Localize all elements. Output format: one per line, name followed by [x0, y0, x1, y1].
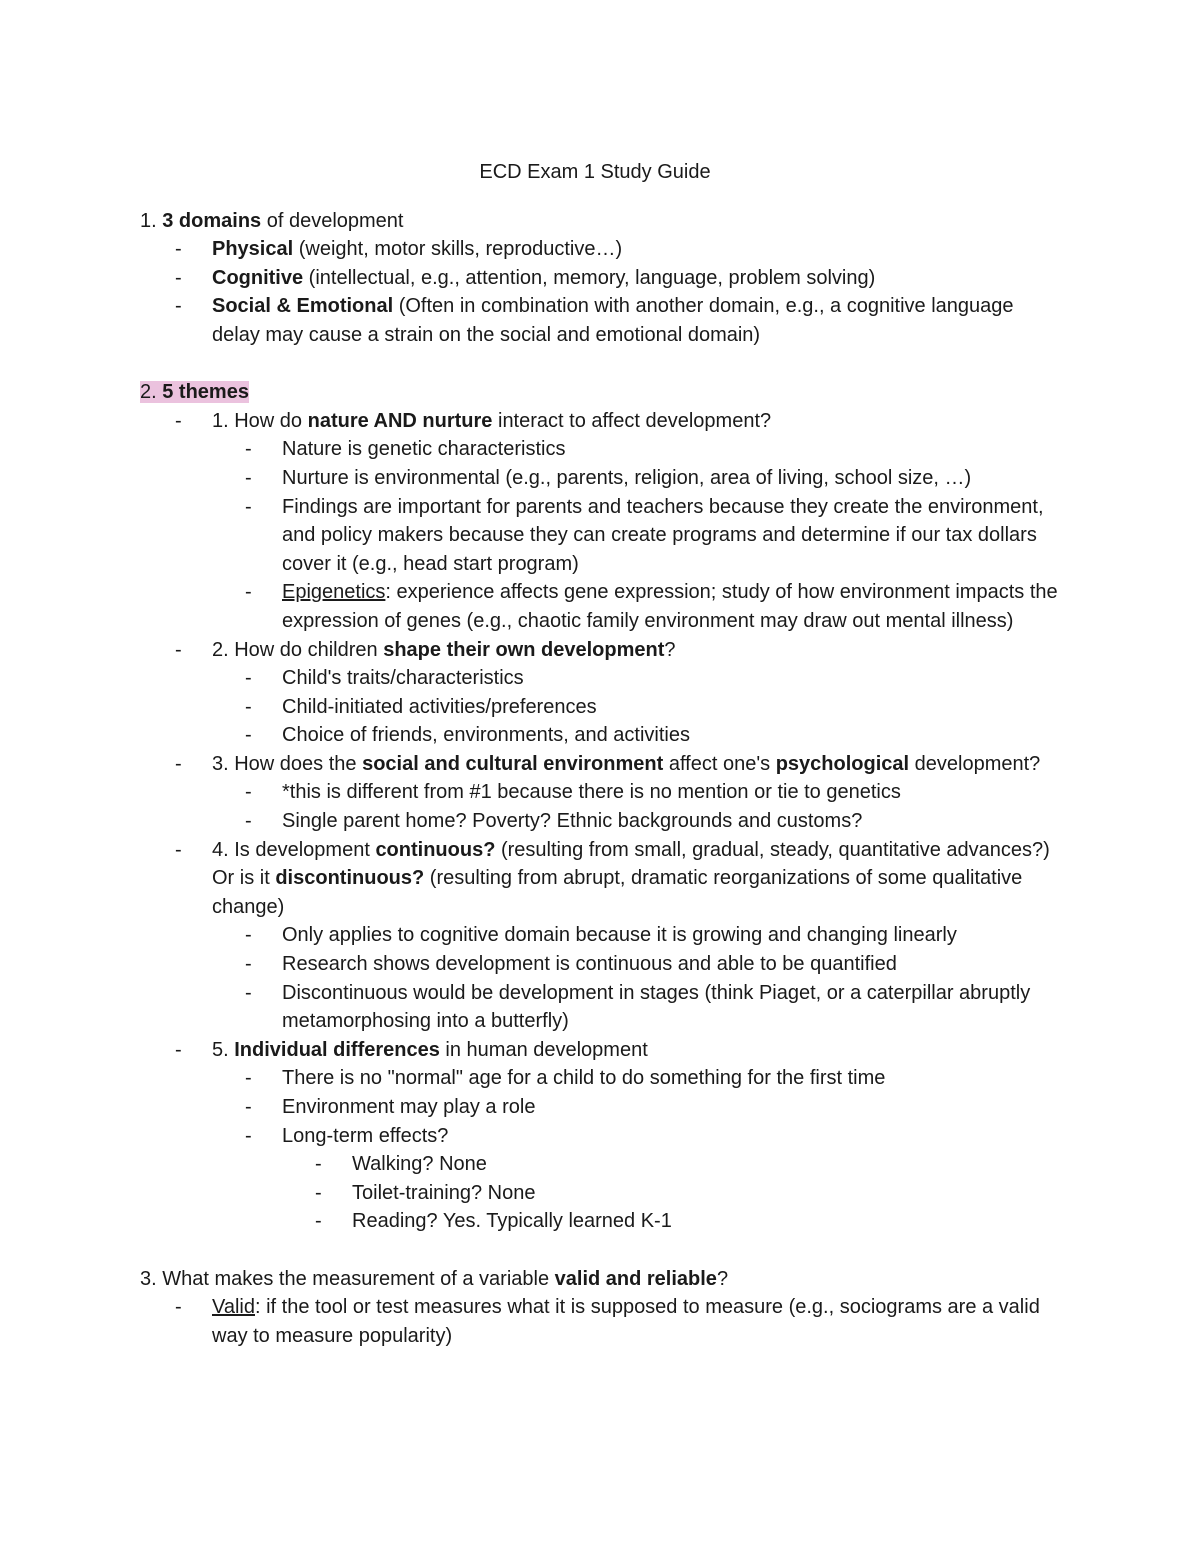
list-item: - Research shows development is continuous and able to be quantified — [282, 950, 1060, 979]
highlighted-heading: 2. 5 themes — [140, 381, 249, 404]
theme-4: - 4. Is development continuous? (resulting from small, gradual, steady, quantitative advances?) Or is it discontinuous? (resulting from abrupt, dramatic reorganizations of some qualitative change) — [212, 836, 1060, 922]
bullet-dash: - — [245, 1096, 252, 1118]
list-item: - Toilet-training? None — [352, 1179, 1060, 1208]
bullet-dash: - — [315, 1210, 322, 1233]
bullet-dash: - — [175, 1296, 182, 1319]
list-item: - Child-initiated activities/preferences — [282, 693, 1060, 722]
bullet-dash: - — [315, 1153, 322, 1176]
list-item: - Environment may play a role — [282, 1093, 1060, 1122]
bullet-dash: - — [245, 667, 252, 690]
theme-5: - 5. Individual differences in human development — [212, 1036, 1060, 1065]
bullet-dash: - — [245, 953, 252, 976]
list-item: - Long-term effects? — [282, 1122, 1060, 1151]
bullet-dash: - — [245, 695, 252, 718]
bullet-dash: - — [245, 466, 252, 489]
list-item: - *this is different from #1 because there is no mention or tie to genetics — [282, 778, 1060, 807]
bullet-dash: - — [175, 638, 182, 661]
list-item: - Single parent home? Poverty? Ethnic backgrounds and customs? — [282, 807, 1060, 836]
bullet-dash: - — [175, 409, 182, 432]
document-title: ECD Exam 1 Study Guide — [479, 161, 711, 183]
list-item: - Nurture is environmental (e.g., parents, religion, area of living, school size, …) — [282, 464, 1060, 493]
document-body — [140, 138, 1060, 1350]
theme-2: - 2. How do children shape their own development? — [212, 636, 1060, 665]
bullet-dash: - — [245, 924, 252, 947]
bullet-dash: - — [175, 752, 182, 775]
bullet-dash: - — [245, 1067, 252, 1090]
section-1-heading: 1. 3 domains of development — [140, 209, 404, 232]
list-item: - Findings are important for parents and teachers because they create the environment, and policy makers because they can create programs and determine if our tax dollars cover it (e.g., head start program) — [282, 493, 1060, 579]
list-item: - Discontinuous would be development in stages (think Piaget, or a caterpillar abruptly metamorphosing into a butterfly) — [282, 979, 1060, 1036]
list-item: - Only applies to cognitive domain because it is growing and changing linearly — [282, 921, 1060, 950]
list-item: - Child's traits/characteristics — [282, 664, 1060, 693]
bullet-dash: - — [315, 1181, 322, 1204]
list-item: - Physical (weight, motor skills, reproductive…) — [212, 235, 1060, 264]
bullet-dash: - — [245, 438, 252, 461]
bullet-dash: - — [175, 238, 182, 261]
list-item: - Social & Emotional (Often in combination with another domain, e.g., a cognitive language delay may cause a strain on the social and emotional domain) — [212, 292, 1060, 349]
bullet-dash: - — [245, 781, 252, 804]
section-2-heading — [140, 378, 1060, 407]
list-item: - Valid: if the tool or test measures what it is supposed to measure (e.g., sociograms are a valid way to measure popularity) — [212, 1293, 1060, 1350]
section-3-heading: 3. What makes the measurement of a variable valid and reliable? — [140, 1267, 729, 1290]
bullet-dash: - — [245, 981, 252, 1004]
bullet-dash: - — [175, 838, 182, 861]
bullet-dash: - — [175, 295, 182, 318]
list-item: - Nature is genetic characteristics — [282, 435, 1060, 464]
theme-3: - 3. How does the social and cultural environment affect one's psychological development? — [212, 750, 1060, 779]
epigenetics-term: Epigenetics — [282, 581, 386, 604]
list-item: - Epigenetics: experience affects gene expression; study of how environment impacts the expression of genes (e.g., chaotic family environment may draw out mental illness) — [282, 578, 1060, 635]
bullet-dash: - — [245, 1124, 252, 1147]
list-item: - Reading? Yes. Typically learned K-1 — [352, 1207, 1060, 1236]
list-item: - Choice of friends, environments, and activities — [282, 721, 1060, 750]
bullet-dash: - — [245, 581, 252, 604]
bullet-dash: - — [245, 495, 252, 518]
list-item: - Cognitive (intellectual, e.g., attention, memory, language, problem solving) — [212, 264, 1060, 293]
list-item: - There is no "normal" age for a child to do something for the first time — [282, 1064, 1060, 1093]
theme-1: - 1. How do nature AND nurture interact to affect development? — [212, 407, 1060, 436]
list-item: - Walking? None — [352, 1150, 1060, 1179]
bullet-dash: - — [245, 810, 252, 833]
bullet-dash: - — [175, 1038, 182, 1061]
bullet-dash: - — [245, 724, 252, 747]
bullet-dash: - — [175, 266, 182, 289]
valid-term: Valid — [212, 1296, 255, 1319]
